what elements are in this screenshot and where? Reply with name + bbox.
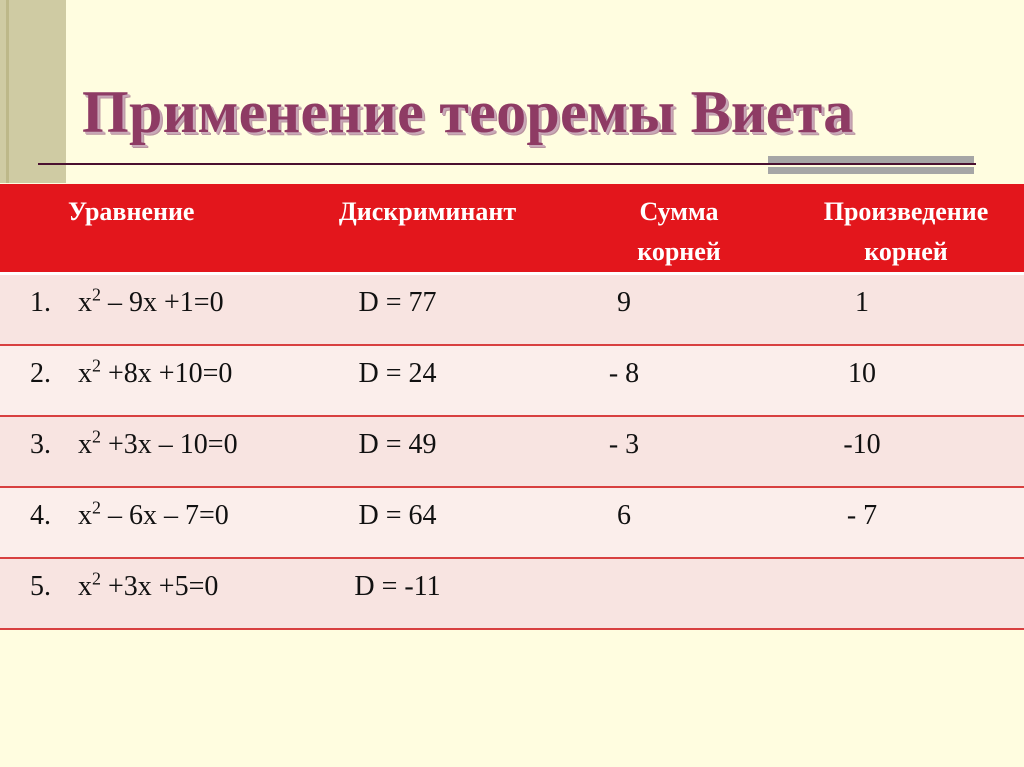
product-value: -10 xyxy=(843,429,881,460)
left-decorative-bar xyxy=(0,0,66,183)
equation-exponent: 2 xyxy=(92,284,101,305)
equation-base: x xyxy=(78,571,92,602)
header-product-line1: Произведение xyxy=(823,197,989,226)
sum-value: - 8 xyxy=(608,358,640,389)
product-value: 1 xyxy=(855,287,869,318)
sum-value: - 3 xyxy=(608,429,640,460)
equation-base: x xyxy=(78,358,92,389)
sum-cell xyxy=(570,487,788,558)
discriminant-value: D = -11 xyxy=(354,571,441,602)
discriminant-value: D = 49 xyxy=(358,429,437,460)
equation-rest: – 6x – 7=0 xyxy=(101,500,229,531)
header-discriminant: Дискриминант xyxy=(285,184,570,274)
equation-cell xyxy=(0,345,285,416)
sum-value: 9 xyxy=(617,287,631,318)
title-rule-accent-bottom xyxy=(768,167,974,174)
equation-exponent: 2 xyxy=(92,568,101,589)
table-row xyxy=(0,274,1024,346)
equation-rest: +3x – 10=0 xyxy=(101,429,238,460)
sum-cell xyxy=(570,416,788,487)
equation-cell xyxy=(0,487,285,558)
left-decorative-stripe xyxy=(6,0,9,183)
discriminant-cell xyxy=(285,274,570,346)
product-cell xyxy=(788,558,1024,629)
sum-cell xyxy=(570,274,788,346)
slide-title: Применение теоремы Виета xyxy=(82,79,854,145)
discriminant-value: D = 24 xyxy=(358,358,437,389)
discriminant-cell xyxy=(285,487,570,558)
product-cell xyxy=(788,345,1024,416)
header-equation: Уравнение xyxy=(0,184,285,274)
product-cell xyxy=(788,416,1024,487)
equation-rest: – 9x +1=0 xyxy=(101,287,224,318)
header-sum-line1: Сумма xyxy=(639,197,719,226)
equation-exponent: 2 xyxy=(92,497,101,518)
product-cell xyxy=(788,274,1024,346)
header-sum-of-roots xyxy=(570,184,788,274)
equation-base: x xyxy=(78,429,92,460)
equation-exponent: 2 xyxy=(92,426,101,447)
equation-cell xyxy=(0,274,285,346)
equation-cell xyxy=(0,558,285,629)
sum-value: 6 xyxy=(617,500,631,531)
discriminant-cell xyxy=(285,558,570,629)
header-product-line2: корней xyxy=(864,237,948,266)
row-index: 5. xyxy=(30,571,51,602)
discriminant-cell xyxy=(285,416,570,487)
equation-rest: +3x +5=0 xyxy=(101,571,219,602)
row-index: 2. xyxy=(30,358,51,389)
discriminant-value: D = 64 xyxy=(358,500,437,531)
vieta-table xyxy=(0,184,1024,630)
row-index: 3. xyxy=(30,429,51,460)
equation-exponent: 2 xyxy=(92,355,101,376)
row-index: 4. xyxy=(30,500,51,531)
title-rule xyxy=(38,163,976,165)
product-value: - 7 xyxy=(846,500,878,531)
header-product-of-roots xyxy=(788,184,1024,274)
product-value: 10 xyxy=(848,358,876,389)
equation-base: x xyxy=(78,500,92,531)
table-row xyxy=(0,558,1024,629)
header-sum-line2: корней xyxy=(637,237,721,266)
sum-cell xyxy=(570,558,788,629)
table-header-row xyxy=(0,184,1024,274)
equation-cell xyxy=(0,416,285,487)
equation-base: x xyxy=(78,287,92,318)
table-row xyxy=(0,345,1024,416)
table-row xyxy=(0,416,1024,487)
row-index: 1. xyxy=(30,287,51,318)
product-cell xyxy=(788,487,1024,558)
equation-rest: +8x +10=0 xyxy=(101,358,233,389)
discriminant-cell xyxy=(285,345,570,416)
discriminant-value: D = 77 xyxy=(358,287,437,318)
table-row xyxy=(0,487,1024,558)
sum-cell xyxy=(570,345,788,416)
